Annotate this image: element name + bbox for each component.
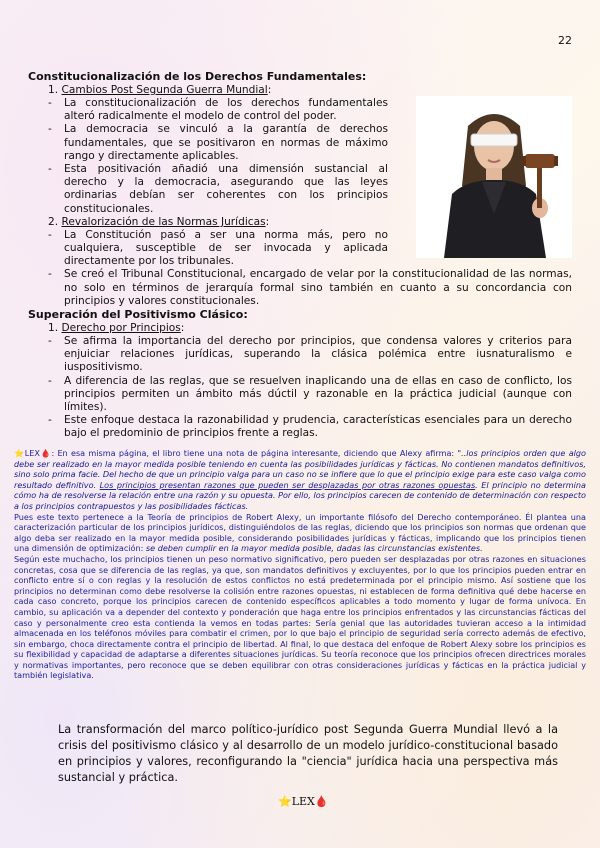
bullet-point: - La democracia se vinculó a la garantía de derechos fundamentales, que se positivaron en normas de máximo rango y directamente aplicables. [48,123,388,162]
bullet-point: - A diferencia de las reglas, que se resuelven inaplicando una de ellas en caso de conflicto, los principios permiten un ámbito más dúctil y razonable en la práctica judicial (aunque con límites). [48,374,572,414]
star-icon: ⭐ [14,448,25,458]
footer-signature [278,795,329,808]
drop-icon: 🩸 [314,795,329,808]
section-heading-constitucionalizacion: Constitucionalización de los Derechos Fundamentales: [28,70,367,83]
note-paragraph-2: Según este muchacho, los principios tienen un peso normativo significativo, pero pueden ser desplazadas por otras razones en situaciones concretas, cosa que se diferencia de las reglas, ya que, son mandatos definitivos y excluyentes, por lo que los principios pueden entrar en conflicto entre sí o con reglas y la resolución de estos conflictos no está predeterminada por el principio mismo. Así sostiene que los principios no determinan como debe resolverse la colisión entre razones opuestas, ni establecen de forma definitiva qué debe hacerse en cada caso concreto, porque los principios carecen de contenido específicos aplicables a todo momento y lugar de forma unívoca. En cambio, su aplicación va a depender del contexto y ponderación que haga entre los principios enfrentados y las circunstancias fácticas del caso y personalmente creo esta contienda la vemos en todas partes: Sería genial que las autoridades tuvieran acceso a la intimidad almacenada en los teléfonos móviles para combatir el crimen, por lo que bajo el principio de seguridad sería correcto además de efectivo, sin embargo, choca directamente contra el principio de libertad. Al final, lo que destaca del enfoque de Robert Alexy sobre los principios es su flexibilidad y capacidad de adaptarse a diferentes situaciones jurídicas. Su teoría reconoce que los principios ofrecen directrices morales y normativas importantes, pero reconoce que se deben equilibrar con otras consideraciones jurídicas y fácticas en la práctica judicial y también legislativa. [14,553,586,681]
alexy-quote-end: . El principio no determina cómo ha de resolverse la relación entre una razón y su opuesta. Por ello, los principios carecen de contenido de determinación con respecto a los principios contrapuestos y las posibilidades fácticas. [14,479,586,511]
bullet-point: - La Constitución pasó a ser una norma más, pero no cualquiera, susceptible de ser invocada y aplicada directamente por los tribunales. [48,228,388,268]
heading-suffix: : [243,308,248,322]
item-suffix: : [267,84,272,96]
bullet-point: - Se afirma la importancia del derecho por principios, que condensa valores y criterios para enjuiciar relaciones jurídicas, superando la clásica polémica entre iusnaturalismo e iuspositivismo. [48,335,572,374]
justice-illustration [416,96,572,258]
lex-annotation-note [14,448,586,681]
bullet-text: Se afirma la importancia del derecho por principios, que condensa valores y criterios para enjuiciar relaciones jurídicas, superando la clásica polémica entre iusnaturalismo e iuspositivismo. [64,335,572,374]
bullet-point: - Se creó el Tribunal Constitucional, encargado de velar por la constitucionalidad de las normas, no solo en términos de jerarquía formal sino también en cuanto a su concordancia con principios y valores constitucionales. [48,268,572,307]
bullet-point: - Esta positivación añadió una dimensión sustancial al derecho y la democracia, asegurando que las leyes ordinarias debían ser coherentes con los principios constitucionales. [48,163,388,215]
bullet-text: La democracia se vinculó a la garantía de derechos fundamentales, que se positivaron en normas de máximo rango y directamente aplicables. [64,123,388,162]
note-paragraph-1-emphasis: se deben cumplir en la mayor medida posible, dadas las circunstancias existentes. [145,543,483,554]
item-number: 2. [48,215,59,228]
page-number: 22 [558,34,572,47]
item-title: Derecho por Principios [61,322,181,335]
item-suffix: : [180,322,185,335]
heading-text: Superación del Positivismo Clásico [28,308,244,322]
bullet-text: La constitucionalización de los derechos fundamentales alteró radicalmente el modelo de control del poder. [64,97,388,123]
item-number: 1. [48,84,59,96]
bullet-point: - La constitucionalización de los derechos fundamentales alteró radicalmente el modelo de control del poder. [48,97,388,123]
item-suffix: : [265,215,270,228]
alexy-quote: ..los principios orden que algo debe ser realizado en la mayor medida posible teniendo en cuenta las posibilidades jurídicas y fácticas. No contienen mandatos definitivos, sino solo prima facie. Del hecho de que un principio valga para un caso no se infiere que lo que el principio exige para este caso valga como resultado definitivo. [14,448,586,490]
footer-text: LEX [291,795,315,808]
bullet-text: Esta positivación añadió una dimensión sustancial al derecho y la democracia, asegurando que las leyes ordinarias debían ser coherentes con los principios constitucionales. [64,163,388,215]
item-title: Revalorización de las Normas Jurídicas [61,215,266,228]
note-author: LEX [24,448,40,458]
bullet-text: La Constitución pasó a ser una norma más, pero no cualquiera, susceptible de ser invocada y aplicada directamente por los tribunales. [64,228,388,268]
item-number: 1. [48,322,59,335]
note-intro: : En esa misma página, el libro tiene una nota de página interesante, diciendo que Alexy afirma: " [51,448,462,458]
bullet-text: A diferencia de las reglas, que se resuelven inaplicando una de ellas en caso de conflicto, los principios permiten un ámbito más dúctil y razonable en la práctica judicial (aunque con límites). [64,374,572,414]
note-paragraph-1: Pues este texto pertenece a la Teoría de principios de Robert Alexy, un importante filósofo del Derecho contemporáneo. Él plantea una caracterización particular de los principios jurídicos, distinguiéndolos de las reglas, diciendo que los principios son normas que ordenan que algo deba ser realizado en la mayor medida posible, considerando posibilidades jurídicas y fácticas, implicando que los principios tienen una dimensión de optimización: [14,511,586,554]
alexy-quote-underlined: Los principios presentan razones que pueden ser desplazadas por otras razones opuestas [99,479,476,490]
drop-icon: 🩸 [39,448,52,458]
closing-paragraph: La transformación del marco político-jurídico post Segunda Guerra Mundial llevó a la crisis del positivismo clásico y al desarrollo de un modelo jurídico-constitucional basado en principios y valores, reconfigurando la "ciencia" jurídica hacia una perspectiva más sustancial y práctica. [58,723,558,784]
blindfolded-justice-photo [416,96,572,258]
numbered-item-derecho-principios [28,322,572,335]
section-heading-superacion [28,308,572,321]
star-icon: ⭐ [278,795,292,808]
bullet-text: Se creó el Tribunal Constitucional, encargado de velar por la constitucionalidad de las normas, no solo en términos de jerarquía formal sino también en cuanto a su concordancia con principios y valores constitucionales. [64,268,572,307]
bullet-point: - Este enfoque destaca la razonabilidad y prudencia, características esenciales para un derecho bajo el predominio de principios frente a reglas. [48,414,572,440]
item-title: Cambios Post Segunda Guerra Mundial [61,84,268,96]
bullet-text: Este enfoque destaca la razonabilidad y prudencia, características esenciales para un derecho bajo el predominio de principios frente a reglas. [64,414,572,440]
